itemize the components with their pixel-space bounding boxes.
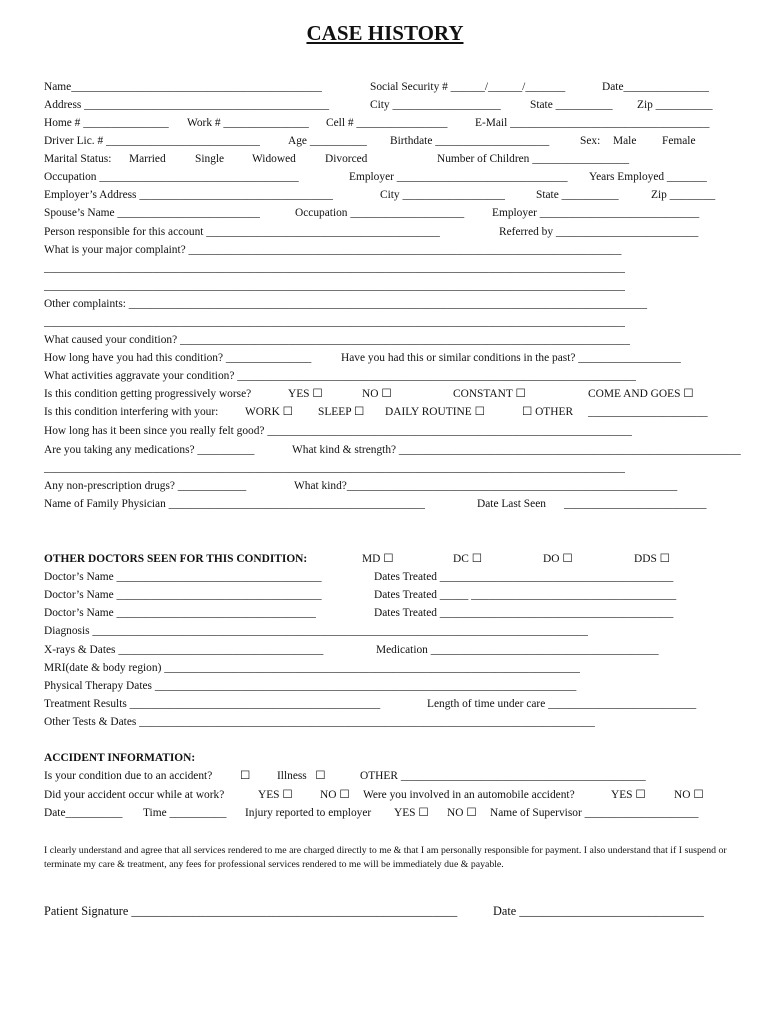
diagnosis-field[interactable]: Diagnosis _______________________________________________________________________________________ — [44, 625, 588, 637]
marital-option-widowed[interactable]: Widowed — [252, 153, 296, 165]
sex-option-female[interactable]: Female — [662, 135, 696, 147]
ssn-field[interactable]: Social Security # ______/______/_______ — [370, 81, 566, 93]
work-phone-field[interactable]: Work # _______________ — [187, 117, 309, 129]
cell-phone-field[interactable]: Cell # ________________ — [326, 117, 448, 129]
sex-label: Sex: — [580, 135, 601, 147]
checkbox-icon[interactable]: ☐ — [418, 807, 429, 819]
checkbox-icon[interactable]: ☐ — [282, 406, 293, 418]
medication-line[interactable]: ______________________________________________________________________________________________________ — [44, 462, 625, 474]
interfering-other-field[interactable]: _____________________ — [588, 406, 708, 418]
dates-treated-field[interactable]: Dates Treated _________________________________________ — [374, 571, 674, 583]
worse-option-no[interactable] — [362, 387, 392, 401]
other-doctors-heading: OTHER DOCTORS SEEN FOR THIS CONDITION: — [44, 553, 308, 565]
do-label: DO — [543, 553, 560, 565]
checkbox-icon[interactable]: ☐ — [515, 388, 526, 400]
auto-accident-label: Were you involved in an automobile accident? — [363, 789, 575, 801]
reported-label: Injury reported to employer — [245, 807, 372, 819]
reported-yes-label: YES — [394, 807, 416, 819]
accident-date-field[interactable]: Date__________ — [44, 807, 123, 819]
checkbox-icon[interactable]: ☐ — [315, 770, 326, 782]
address-field[interactable]: Address ___________________________________________ — [44, 99, 330, 111]
dates-treated-field[interactable]: Dates Treated _____ ____________________________________ — [374, 589, 677, 601]
illness-option[interactable] — [277, 769, 326, 783]
employer-address-field[interactable]: Employer’s Address __________________________________ — [44, 189, 333, 201]
condition-duration-field[interactable]: How long have you had this condition? _______________ — [44, 352, 312, 364]
checkbox-icon[interactable]: ☐ — [562, 553, 573, 565]
interfering-option-sleep[interactable] — [318, 405, 364, 419]
employer-zip-field[interactable]: Zip ________ — [651, 189, 716, 201]
dc-label: DC — [453, 553, 469, 565]
condition-cause-field[interactable]: What caused your condition? _______________________________________________________________________________ — [44, 334, 630, 346]
name-field[interactable]: Name____________________________________________ — [44, 81, 322, 93]
dds-label: DDS — [634, 553, 657, 565]
other-complaints-line[interactable]: ______________________________________________________________________________________________________ — [44, 316, 625, 328]
comes-and-goes-option[interactable] — [588, 387, 693, 401]
birthdate-field[interactable]: Birthdate ____________________ — [390, 135, 550, 147]
medications-field[interactable]: Are you taking any medications? __________ — [44, 444, 255, 456]
comes-and-goes-label: COME AND GOES — [588, 388, 681, 400]
employer-field[interactable]: Employer ______________________________ — [349, 171, 568, 183]
doctor-type-do[interactable] — [543, 552, 573, 566]
marital-status-label: Marital Status: — [44, 153, 112, 165]
reported-yes[interactable] — [394, 806, 429, 820]
checkbox-icon[interactable]: ☐ — [353, 406, 365, 418]
date-field[interactable]: Date_______________ — [602, 81, 709, 93]
auto-accident-no[interactable] — [674, 788, 704, 802]
checkbox-icon[interactable]: ☐ — [312, 388, 323, 400]
constant-label: CONSTANT — [453, 388, 513, 400]
doctor-type-dc[interactable] — [453, 552, 482, 566]
auto-accident-yes[interactable] — [611, 788, 646, 802]
complaint-line[interactable]: ______________________________________________________________________________________________________ — [44, 280, 625, 292]
worse-yes-label: YES — [288, 388, 310, 400]
email-field[interactable]: E-Mail ___________________________________ — [475, 117, 710, 129]
length-under-care-field[interactable]: Length of time under care __________________________ — [427, 698, 697, 710]
city-field[interactable]: City ___________________ — [370, 99, 501, 111]
family-physician-field[interactable]: Name of Family Physician _____________________________________________ — [44, 498, 425, 510]
work-accident-no-label: NO — [320, 789, 337, 801]
children-field[interactable]: Number of Children _________________ — [437, 153, 630, 165]
checkbox-icon[interactable]: ☐ — [381, 388, 392, 400]
sleep-label: SLEEP — [318, 406, 352, 418]
checkbox-icon[interactable]: ☐ — [282, 789, 293, 801]
supervisor-field[interactable]: Name of Supervisor ____________________ — [490, 807, 699, 819]
nonprescription-kind-field[interactable]: What kind?__________________________________________________________ — [294, 480, 678, 492]
work-accident-yes[interactable] — [258, 788, 293, 802]
other-complaints-field[interactable]: Other complaints: ___________________________________________________________________________________________ — [44, 298, 648, 310]
interfering-option-work[interactable] — [245, 405, 293, 419]
spouse-occupation-field[interactable]: Occupation ____________________ — [295, 207, 465, 219]
doctor-name-field[interactable]: Doctor’s Name ___________________________________ — [44, 607, 316, 619]
employer-state-field[interactable]: State __________ — [536, 189, 619, 201]
spouse-employer-field[interactable]: Employer ____________________________ — [492, 207, 700, 219]
payment-agreement: I clearly understand and agree that all services rendered to me are charged directly to me & that I am personally responsible for payment. I also understand that if I suspend or terminate my care & treatment, any fees for professional services rendered to me will be immediately due & payable. — [44, 845, 727, 870]
md-label: MD — [362, 553, 381, 565]
physical-therapy-field[interactable]: Physical Therapy Dates __________________________________________________________________________ — [44, 680, 577, 692]
marital-option-single[interactable]: Single — [195, 153, 225, 165]
progressively-worse-label: Is this condition getting progressively worse? — [44, 388, 252, 400]
years-employed-field[interactable]: Years Employed _______ — [589, 171, 707, 183]
work-accident-no[interactable] — [320, 788, 350, 802]
marital-option-married[interactable]: Married — [129, 153, 166, 165]
driver-license-field[interactable]: Driver Lic. # ___________________________ — [44, 135, 260, 147]
dates-treated-field[interactable]: Dates Treated _________________________________________ — [374, 607, 674, 619]
routine-label: DAILY ROUTINE — [385, 406, 472, 418]
doctor-type-dds[interactable] — [634, 552, 670, 566]
medication-list-field[interactable]: Medication ________________________________________ — [376, 644, 659, 656]
form-title: CASE HISTORY — [306, 21, 464, 45]
interfering-label: Is this condition interfering with your: — [44, 406, 219, 418]
illness-label: Illness — [277, 770, 307, 782]
checkbox-icon[interactable]: ☐ — [635, 789, 646, 801]
worse-option-yes[interactable] — [288, 387, 323, 401]
interfering-option-other[interactable] — [522, 405, 573, 419]
checkbox-icon[interactable]: ☐ — [659, 553, 670, 565]
checkbox-icon[interactable]: ☐ — [693, 789, 704, 801]
worse-no-label: NO — [362, 388, 379, 400]
referred-by-field[interactable]: Referred by _________________________ — [499, 226, 699, 238]
work-label: WORK — [245, 406, 280, 418]
checkbox-icon[interactable]: ☐ — [339, 789, 350, 801]
other-label: OTHER — [535, 406, 574, 418]
doctor-type-md[interactable] — [362, 552, 393, 566]
sex-option-male[interactable]: Male — [613, 135, 637, 147]
doctor-name-field[interactable]: Doctor’s Name ____________________________________ — [44, 571, 322, 583]
constant-option[interactable] — [453, 387, 526, 401]
auto-accident-no-label: NO — [674, 789, 691, 801]
signature-date-field[interactable]: Date ______________________________ — [493, 904, 704, 918]
accident-heading: ACCIDENT INFORMATION: — [44, 752, 196, 764]
auto-accident-yes-label: YES — [611, 789, 633, 801]
zip-field[interactable]: Zip __________ — [637, 99, 713, 111]
complaint-line[interactable]: ______________________________________________________________________________________________________ — [44, 262, 625, 274]
patient-signature-field[interactable]: Patient Signature _____________________________________________________ — [44, 904, 458, 918]
xrays-field[interactable]: X-rays & Dates ____________________________________ — [44, 644, 324, 656]
responsible-person-field[interactable]: Person responsible for this account _________________________________________ — [44, 226, 440, 238]
occupation-field[interactable]: Occupation ___________________________________ — [44, 171, 299, 183]
work-accident-label: Did your accident occur while at work? — [44, 789, 225, 801]
accident-time-field[interactable]: Time __________ — [143, 807, 227, 819]
reported-no[interactable] — [447, 806, 477, 820]
accident-other-field[interactable]: OTHER ___________________________________________ — [360, 770, 646, 782]
treatment-results-field[interactable]: Treatment Results ____________________________________________ — [44, 698, 381, 710]
checkbox-icon[interactable]: ☐ — [522, 406, 533, 418]
work-accident-yes-label: YES — [258, 789, 280, 801]
state-field[interactable]: State __________ — [530, 99, 613, 111]
date-last-seen-label: Date Last Seen — [477, 498, 546, 510]
spouse-name-field[interactable]: Spouse’s Name _________________________ — [44, 207, 260, 219]
age-field[interactable]: Age __________ — [288, 135, 367, 147]
home-phone-field[interactable]: Home # _______________ — [44, 117, 169, 129]
other-tests-field[interactable]: Other Tests & Dates ________________________________________________________________________________ — [44, 716, 595, 728]
checkbox-icon[interactable]: ☐ — [683, 388, 694, 400]
medication-kind-field[interactable]: What kind & strength? ____________________________________________________________ — [292, 444, 741, 456]
checkbox-icon[interactable]: ☐ — [240, 770, 251, 782]
major-complaint-field[interactable]: What is your major complaint? ____________________________________________________________________________ — [44, 244, 622, 256]
checkbox-icon[interactable]: ☐ — [474, 406, 485, 418]
nonprescription-field[interactable]: Any non-prescription drugs? ____________ — [44, 480, 247, 492]
similar-conditions-field[interactable]: Have you had this or similar conditions in the past? __________________ — [341, 352, 681, 364]
employer-city-field[interactable]: City __________________ — [380, 189, 505, 201]
checkbox-icon[interactable]: ☐ — [471, 553, 482, 565]
date-last-seen-field[interactable]: _________________________ — [564, 498, 707, 510]
interfering-option-routine[interactable] — [385, 405, 485, 419]
doctor-name-field[interactable]: Doctor’s Name ____________________________________ — [44, 589, 322, 601]
marital-option-divorced[interactable]: Divorced — [325, 153, 368, 165]
aggravating-activities-field[interactable]: What activities aggravate your condition? ______________________________________________________________________ — [44, 370, 636, 382]
accident-due-label: Is your condition due to an accident? — [44, 770, 213, 782]
felt-good-field[interactable]: How long has it been since you really felt good? ________________________________________________________________ — [44, 425, 632, 437]
reported-no-label: NO — [447, 807, 464, 819]
checkbox-icon[interactable]: ☐ — [466, 807, 477, 819]
checkbox-icon[interactable]: ☐ — [383, 553, 394, 565]
mri-field[interactable]: MRI(date & body region) _________________________________________________________________________ — [44, 662, 580, 674]
